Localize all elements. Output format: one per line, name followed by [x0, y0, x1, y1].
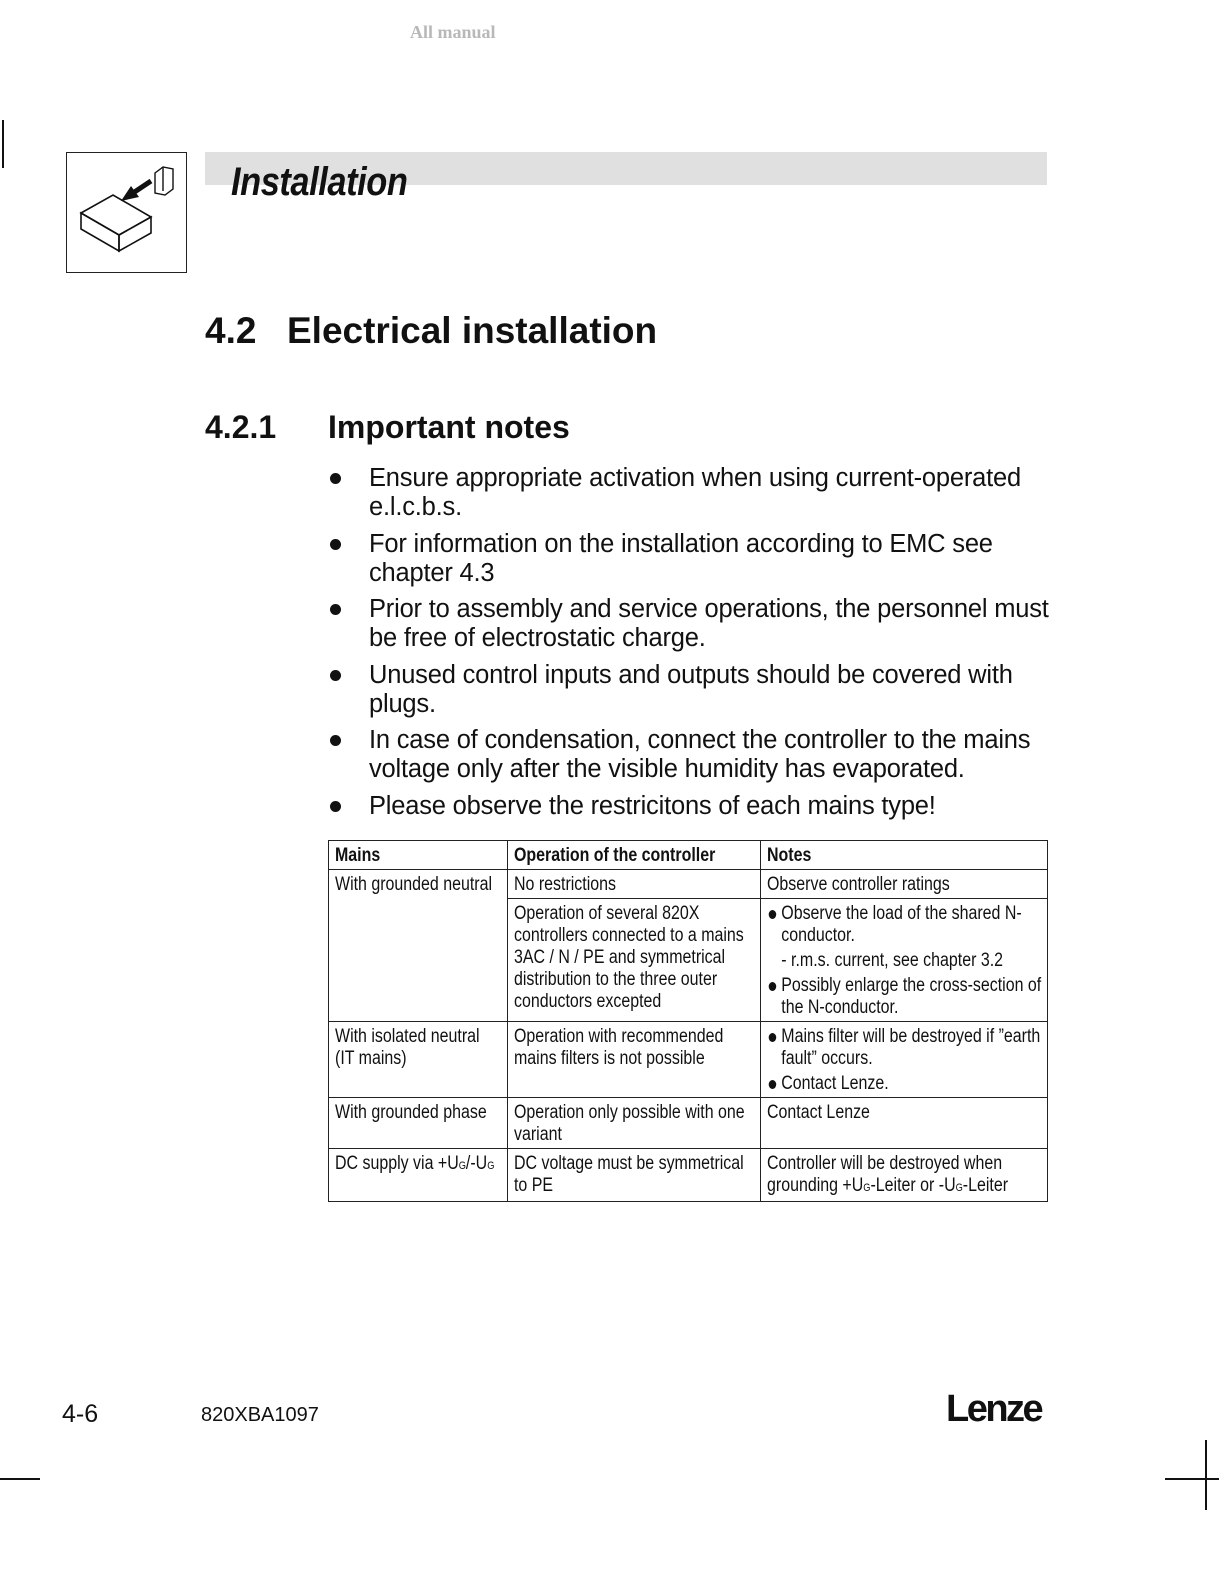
list-item: For information on the installation according to EMC see chapter 4.3 — [328, 530, 1053, 588]
list-item: Mains filter will be destroyed if ”earth fault” occurs. — [767, 1026, 1042, 1070]
bullet-icon — [768, 1080, 776, 1089]
table-cell: DC supply via +UG/-UG — [329, 1149, 508, 1202]
document-number: 820XBA1097 — [201, 1404, 319, 1426]
list-item: Unused control inputs and outputs should be covered with plugs. — [328, 661, 1053, 719]
list-item: In case of condensation, connect the controller to the mains voltage only after the visible humidity has evaporated. — [328, 726, 1053, 784]
brand-logo: Lenze — [946, 1388, 1042, 1430]
subsection-heading — [205, 409, 570, 446]
crop-mark-bottom-right-v — [1205, 1440, 1207, 1510]
bullet-icon — [330, 539, 341, 550]
crop-mark-bottom-right-h — [1165, 1478, 1219, 1480]
column-header-notes: Notes — [760, 841, 1047, 870]
list-item: Observe the load of the shared N-conductor. — [767, 903, 1042, 947]
list-item: Contact Lenze. — [767, 1073, 1042, 1095]
table-cell: Controller will be destroyed when grounding +UG-Leiter or -UG-Leiter — [760, 1149, 1047, 1202]
bullet-icon — [330, 604, 341, 615]
column-header-mains: Mains — [329, 841, 508, 870]
mains-type-table — [328, 840, 1048, 1202]
important-notes-list — [328, 464, 1053, 828]
table-cell: Contact Lenze — [760, 1098, 1047, 1149]
crop-mark-bottom-left — [0, 1478, 40, 1480]
table-cell: DC voltage must be symmetrical to PE — [508, 1149, 760, 1202]
table-cell: Operation of several 820X controllers connected to a mains 3AC / N / PE and symmetrical distribution to the three outer conductors excepted — [508, 899, 760, 1022]
bullet-icon — [768, 910, 776, 919]
table-row — [329, 1098, 1048, 1149]
installation-chapter-icon — [66, 152, 187, 273]
notes-list — [767, 975, 1042, 1019]
crop-mark-top-left — [2, 120, 4, 168]
bullet-icon — [330, 670, 341, 681]
table-row — [329, 1149, 1048, 1202]
table-cell: Operation only possible with one variant — [508, 1098, 760, 1149]
page-number: 4-6 — [62, 1400, 99, 1428]
watermark: All manual — [410, 22, 496, 42]
table-cell — [760, 899, 1047, 1022]
table-cell: No restrictions — [508, 870, 760, 899]
list-item: Possibly enlarge the cross-section of the N-conductor. — [767, 975, 1042, 1019]
device-mounting-icon — [67, 153, 185, 271]
bullet-icon — [768, 982, 776, 991]
section-heading — [205, 310, 657, 352]
subsection-title: Important notes — [328, 409, 570, 445]
table-row — [329, 870, 1048, 899]
bullet-icon — [768, 1033, 776, 1042]
table-cell: With grounded phase — [329, 1098, 508, 1149]
table-header-row — [329, 841, 1048, 870]
list-item: Prior to assembly and service operations, the personnel must be free of electrostatic charge. — [328, 595, 1053, 653]
table-row — [329, 1022, 1048, 1098]
section-number: 4.2 — [205, 310, 257, 351]
table-cell: Observe controller ratings — [760, 870, 1047, 899]
chapter-title: Installation — [231, 160, 408, 204]
table-cell: With grounded neutral — [329, 870, 508, 1022]
notes-list — [767, 1026, 1042, 1095]
table-cell: Operation with recommended mains filters is not possible — [508, 1022, 760, 1098]
table-cell: With isolated neutral (IT mains) — [329, 1022, 508, 1098]
list-item: Ensure appropriate activation when using current-operated e.l.c.b.s. — [328, 464, 1053, 522]
column-header-operation: Operation of the controller — [508, 841, 760, 870]
bullet-icon — [330, 473, 341, 484]
bullet-icon — [330, 801, 341, 812]
table-cell — [760, 1022, 1047, 1098]
notes-sub-item: - r.m.s. current, see chapter 3.2 — [780, 950, 1003, 971]
subsection-number: 4.2.1 — [205, 409, 277, 445]
list-item: Please observe the restricitons of each mains type! — [328, 792, 1053, 821]
bullet-icon — [330, 735, 341, 746]
section-title: Electrical installation — [287, 310, 658, 351]
notes-list — [767, 903, 1042, 947]
